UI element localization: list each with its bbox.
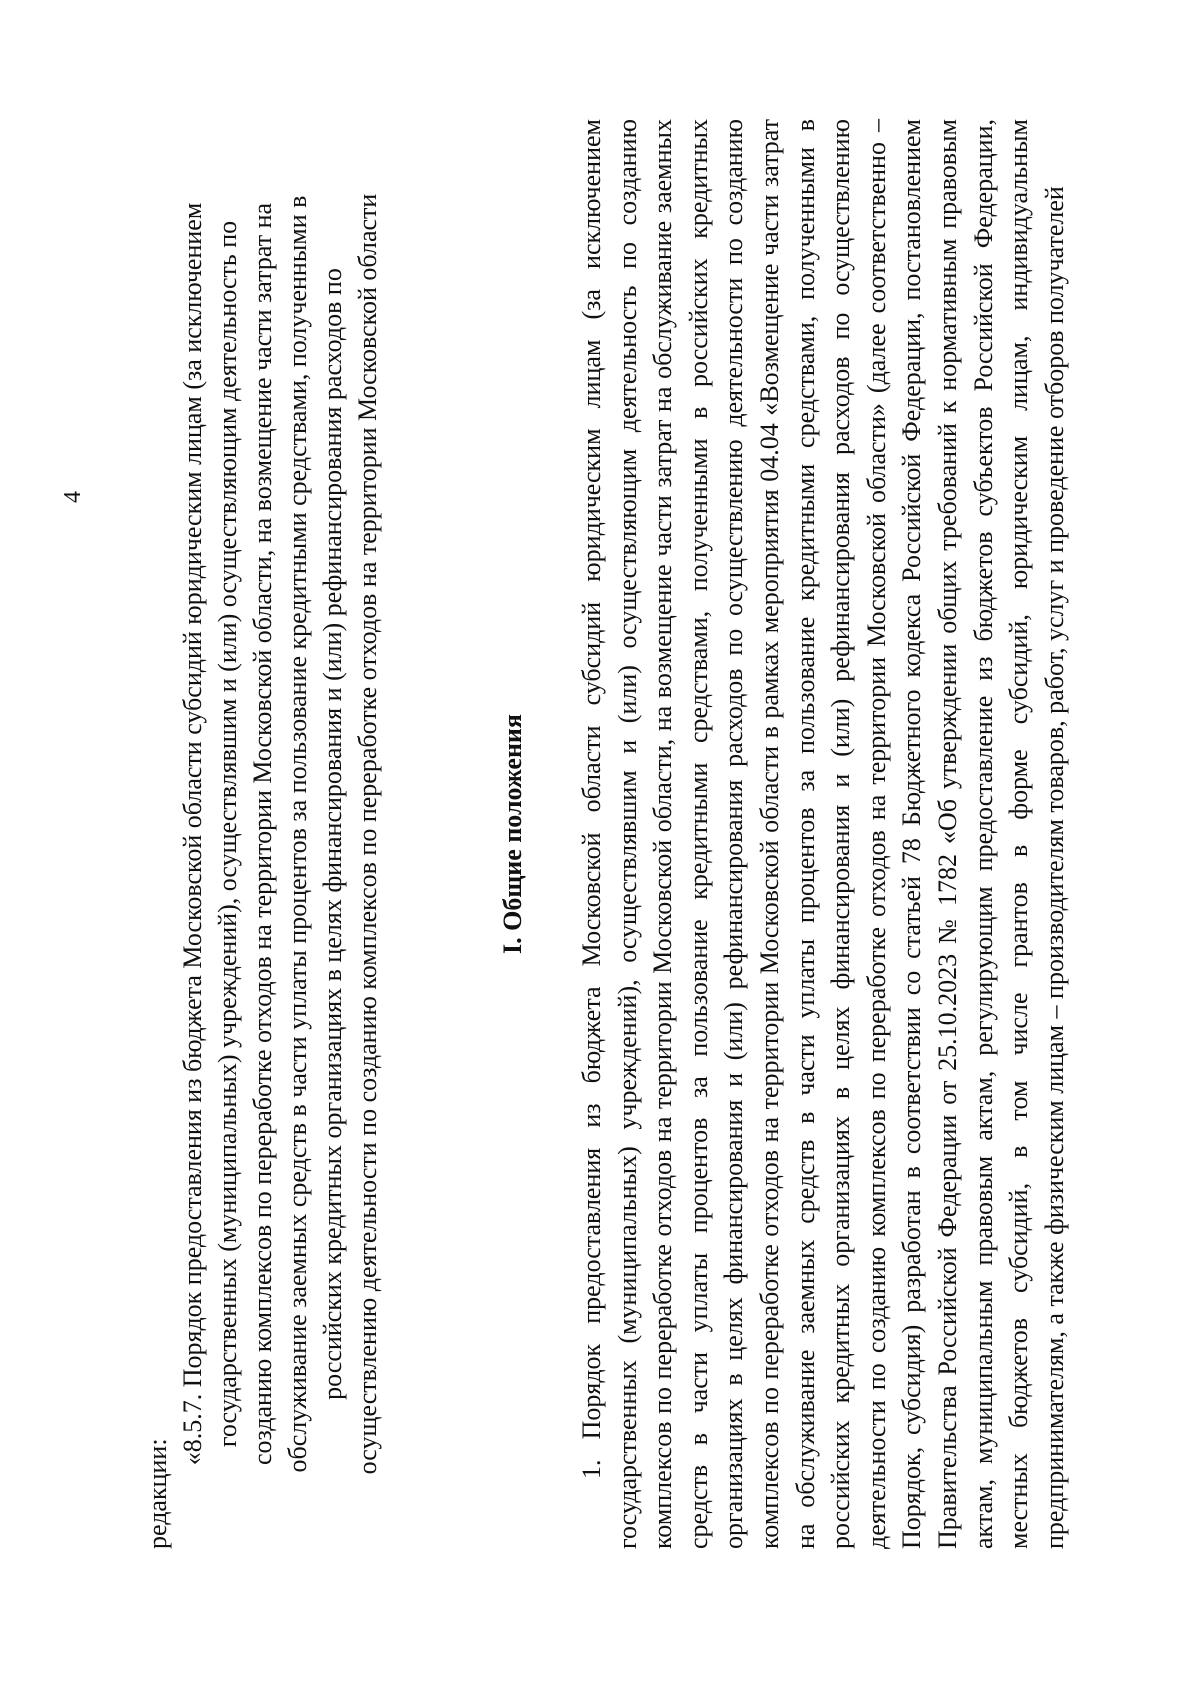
section-title: I. Общие положения: [498, 714, 527, 954]
amendment-text: «8.5.7. Порядок предоставления из бюджета Московской области субсидий юридическим лицам (за исключением государственных (муниципальных) учреждений), осуществлявшим и (или) осуществляющим деятельность по созданию комплексов по переработке отходов на территории Московской области, на возмещение части затрат на обслуживание заемных средств в части уплаты процентов за пользование кредитными средствами, полученными в российских кредитных организациях в целях финансирования и (или) рефинансирования расходов по осуществлению деятельности по созданию комплексов по переработке отходов на территории Московской области: [178, 193, 382, 1475]
page-number: 4: [60, 491, 86, 503]
amendment-lead: редакции:: [143, 1438, 172, 1549]
amendment-block: [140, 119, 385, 1549]
paragraph-1: 1. Порядок предоставления из бюджета Московской области субсидий юридическим лицам (за исключением государственных (муниципальных) учреждений), осуществлявшим и (или) осуществляющим деятельность по созданию комплексов по переработке отходов на территории Московской области, на возмещение части затрат на обслуживание заемных средств в части уплаты процентов за пользование кредитными средствами, полученными в российских кредитных организациях в целях финансирования и (или) рефинансирования расходов по осуществлению деятельности по созданию комплексов по переработке отходов на территории Московской области в рамках мероприятия 04.04 «Возмещение части затрат на обслуживание заемных средств в части уплаты процентов за пользование кредитными средствами, полученными в российских кредитных организациях в целях финансирования и (или) рефинансирования расходов по осуществлению деятельности по созданию комплексов по переработке отходов на территории Московской области» (далее соответственно – Порядок, субсидия) разработан в соответствии со статьей 78 Бюджетного кодекса Российской Федерации, постановлением Правительства Российской Федерации от 25.10.2023 № 1782 «Об утверждении общих требований к нормативным правовым актам, муниципальным правовым актам, регулирующим предоставление из бюджетов субъектов Российской Федерации, местных бюджетов субсидий, в том числе грантов в форме субсидий, юридическим лицам, индивидуальным предпринимателям, а также физическим лицам – производителям товаров, работ, услуг и проведение отборов получателей: [577, 119, 1069, 1549]
